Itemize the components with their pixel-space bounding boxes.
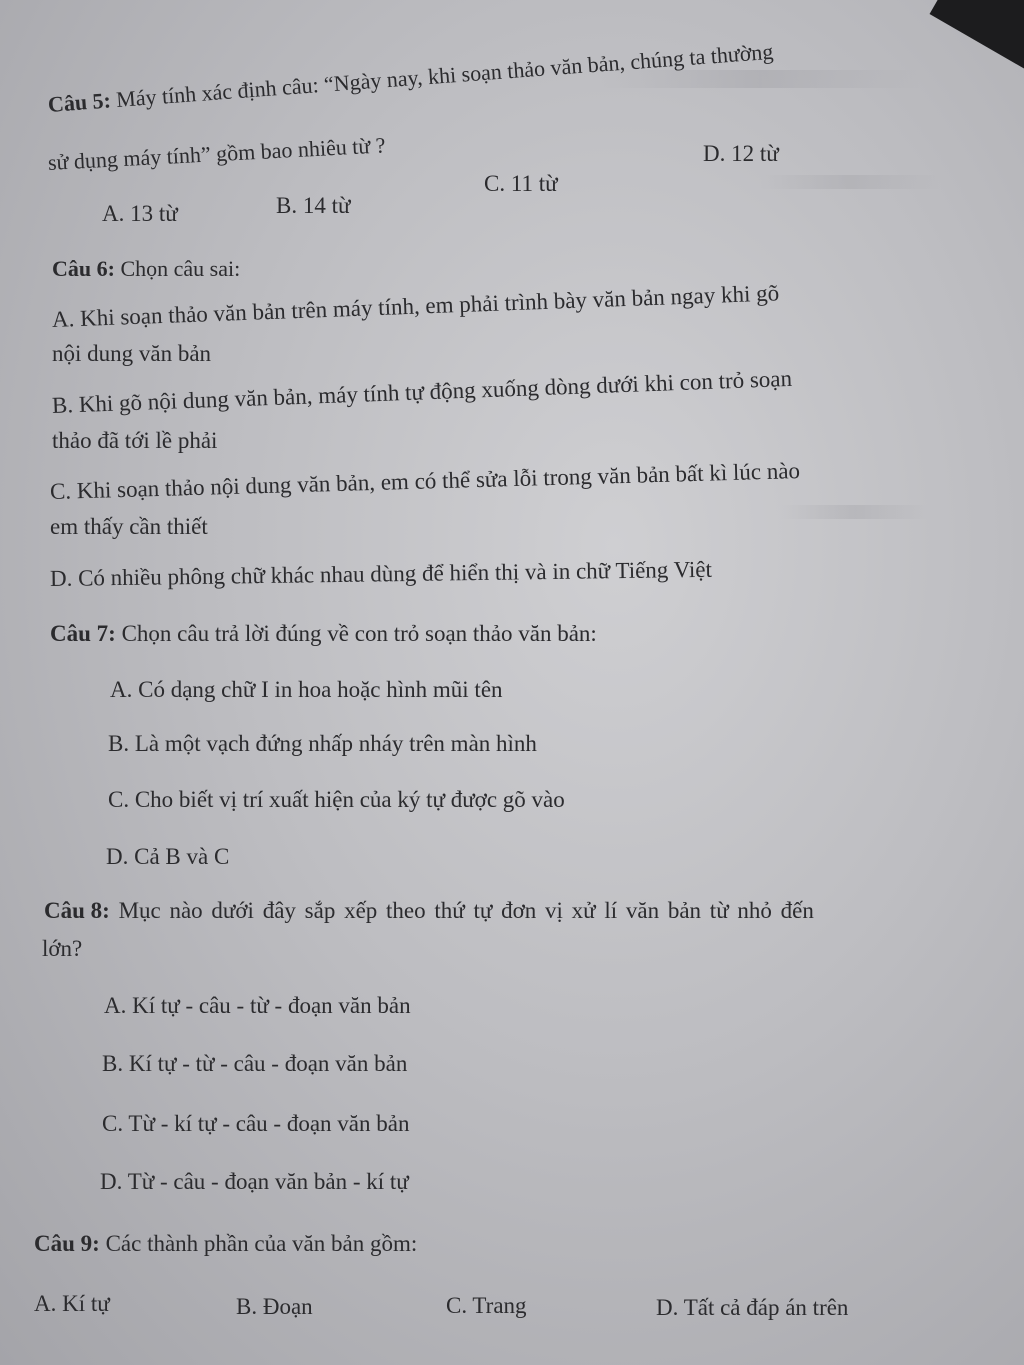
question-8-text: Mục nào dưới đây sắp xếp theo thứ tự đơn vị xử lí văn bản từ nhỏ đến <box>109 898 814 923</box>
question-5-option-a: A. 13 từ <box>102 201 178 226</box>
question-6-option-d: D. Có nhiều phông chữ khác nhau dùng để hiển thị và in chữ Tiếng Việt <box>49 556 713 591</box>
question-7-line <box>50 620 597 648</box>
question-7-option-b: B. Là một vạch đứng nhấp nháy trên màn hình <box>108 731 537 756</box>
question-9-text: Các thành phần của văn bản gồm: <box>99 1231 418 1256</box>
question-6-line <box>52 256 240 282</box>
question-5-option-d: D. 12 từ <box>703 141 779 166</box>
question-8-line-2: lớn? <box>42 936 83 961</box>
question-6-option-c-line-2: em thấy cần thiết <box>50 514 208 539</box>
question-8-option-a: A. Kí tự - câu - từ - đoạn văn bản <box>104 993 411 1018</box>
question-5-text: Máy tính xác định câu: “Ngày nay, khi soạn thảo văn bản, chúng ta thường <box>109 38 775 113</box>
page-corner-shadow <box>930 0 1024 74</box>
question-8-option-d: D. Từ - câu - đoạn văn bản - kí tự <box>100 1169 409 1194</box>
question-7-option-c: C. Cho biết vị trí xuất hiện của ký tự được gõ vào <box>108 787 565 812</box>
question-5-option-b: B. 14 từ <box>276 193 351 218</box>
question-6-label: Câu 6: <box>52 256 115 281</box>
question-6-text: Chọn câu sai: <box>114 256 241 281</box>
question-6-option-b-line-1: B. Khi gõ nội dung văn bản, máy tính tự động xuống dòng dưới khi con trỏ soạn <box>51 365 793 418</box>
show-through-blur <box>760 175 940 189</box>
question-6-option-a-line-1: A. Khi soạn thảo văn bản trên máy tính, em phải trình bày văn bản ngay khi gõ <box>51 280 780 332</box>
question-7-option-a: A. Có dạng chữ I in hoa hoặc hình mũi tên <box>110 677 503 702</box>
show-through-blur <box>780 505 930 519</box>
question-5-option-c: C. 11 từ <box>484 171 558 196</box>
question-9-label: Câu 9: <box>34 1231 100 1256</box>
question-7-option-d: D. Cả B và C <box>106 844 230 869</box>
question-9-line <box>34 1230 417 1258</box>
question-9-option-c: C. Trang <box>446 1293 527 1318</box>
question-9-option-b: B. Đoạn <box>236 1294 313 1319</box>
question-5-label: Câu 5: <box>47 87 112 117</box>
question-8-line-1 <box>44 897 814 925</box>
question-6-option-a-line-2: nội dung văn bản <box>52 341 212 366</box>
question-8-option-c: C. Từ - kí tự - câu - đoạn văn bản <box>102 1111 410 1136</box>
question-9-option-d: D. Tất cả đáp án trên <box>656 1295 849 1320</box>
question-7-label: Câu 7: <box>50 621 116 646</box>
question-6-option-c-line-1: C. Khi soạn thảo nội dung văn bản, em có thể sửa lỗi trong văn bản bất kì lúc nào <box>49 458 801 504</box>
question-8-option-b: B. Kí tự - từ - câu - đoạn văn bản <box>102 1051 408 1076</box>
question-8-label: Câu 8: <box>44 898 110 923</box>
question-9-option-a: A. Kí tự <box>34 1291 110 1316</box>
question-7-text: Chọn câu trả lời đúng về con trỏ soạn thảo văn bản: <box>115 621 597 646</box>
question-5-line-2: sử dụng máy tính” gồm bao nhiêu từ ? <box>47 132 387 175</box>
question-6-option-b-line-2: thảo đã tới lề phải <box>52 428 218 453</box>
